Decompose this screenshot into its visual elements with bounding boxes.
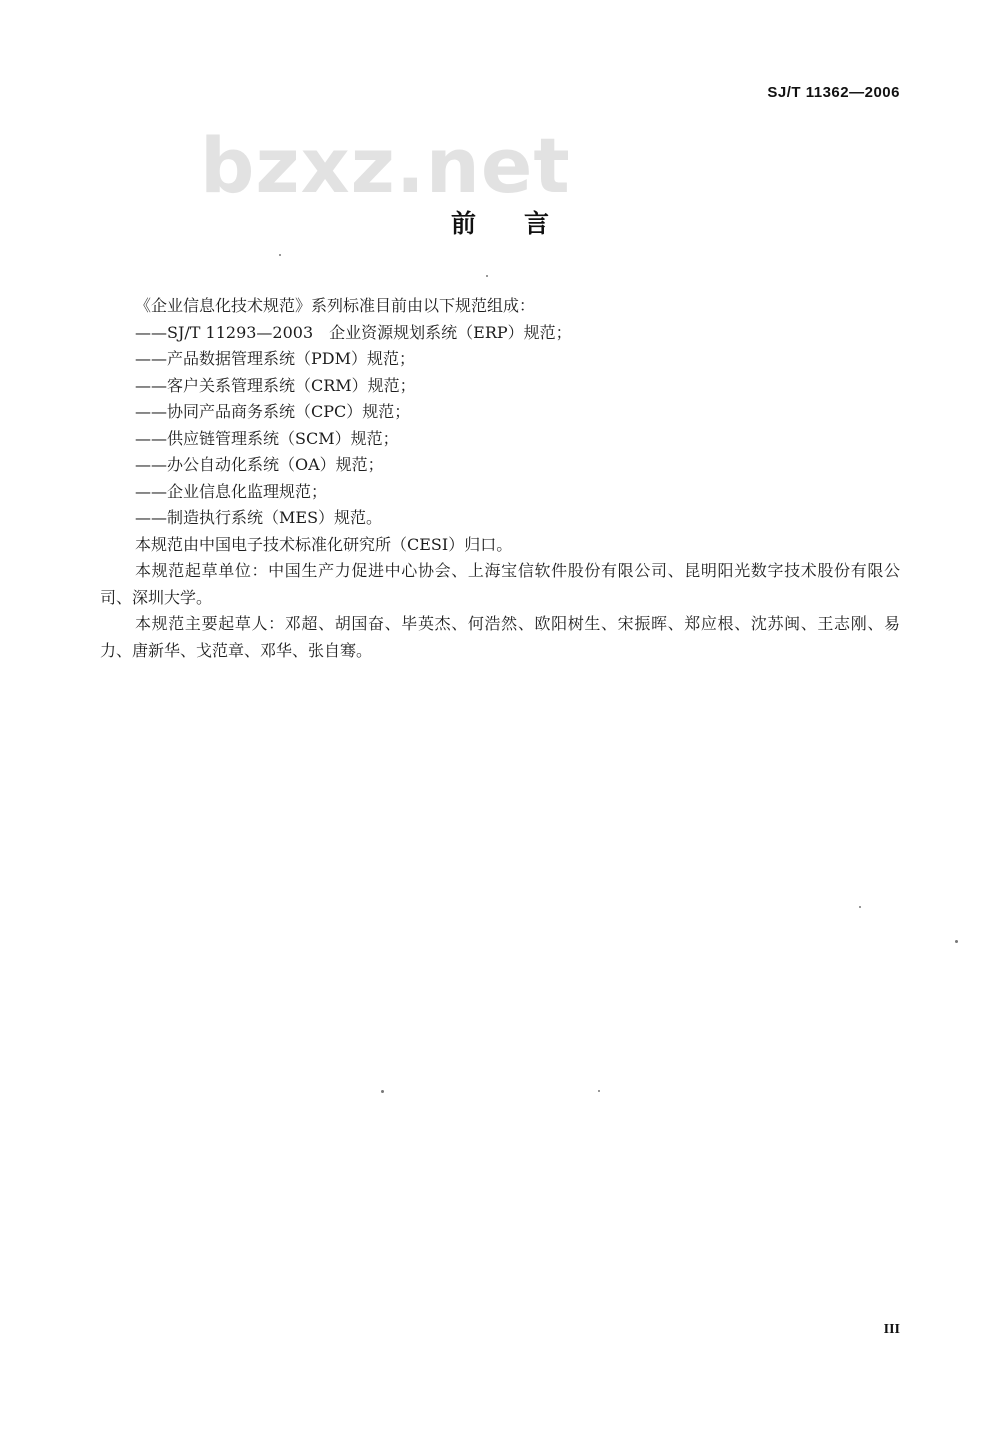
intro-paragraph: 《企业信息化技术规范》系列标准目前由以下规范组成： (135, 296, 536, 315)
authority-paragraph: 本规范由中国电子技术标准化研究所（CESI）归口。 (135, 534, 513, 554)
scan-speck (859, 906, 861, 908)
series-item-cpc: ——协同产品商务系统（CPC）规范； (135, 402, 411, 421)
watermark: bzxz.net (200, 121, 571, 210)
series-item-scm: ——供应链管理系统（SCM）规范； (135, 428, 399, 448)
scan-speck (279, 254, 281, 256)
foreword-body (100, 293, 900, 664)
page-number: III (883, 1322, 900, 1337)
drafting-units-paragraph: 本规范起草单位：中国生产力促进中心协会、上海宝信软件股份有限公司、昆明阳光数字技术股份有限公司、深圳大学。 (100, 561, 900, 607)
series-item-oa: ——办公自动化系统（OA）规范； (135, 455, 384, 474)
scan-speck (381, 1090, 384, 1093)
scan-speck (955, 940, 958, 943)
page-title: 前言 (450, 209, 597, 238)
series-item-mes: ——制造执行系统（MES）规范。 (135, 508, 383, 527)
series-item-erp: ——SJ/T 11293—2003 企业资源规划系统（ERP）规范； (135, 322, 572, 342)
series-item-supervision: ——企业信息化监理规范； (135, 481, 328, 501)
series-item-pdm: ——产品数据管理系统（PDM）规范； (135, 349, 415, 368)
standard-number: SJ/T 11362—2006 (767, 84, 900, 101)
scan-speck (598, 1090, 600, 1092)
series-item-crm: ——客户关系管理系统（CRM）规范； (135, 375, 416, 395)
drafters-paragraph: 本规范主要起草人：邓超、胡国奋、毕英杰、何浩然、欧阳树生、宋振晖、郑应根、沈苏闽、王志刚、易力、唐新华、戈范章、邓华、张自骞。 (100, 614, 900, 660)
scan-speck (486, 275, 488, 277)
series-list (100, 320, 900, 532)
